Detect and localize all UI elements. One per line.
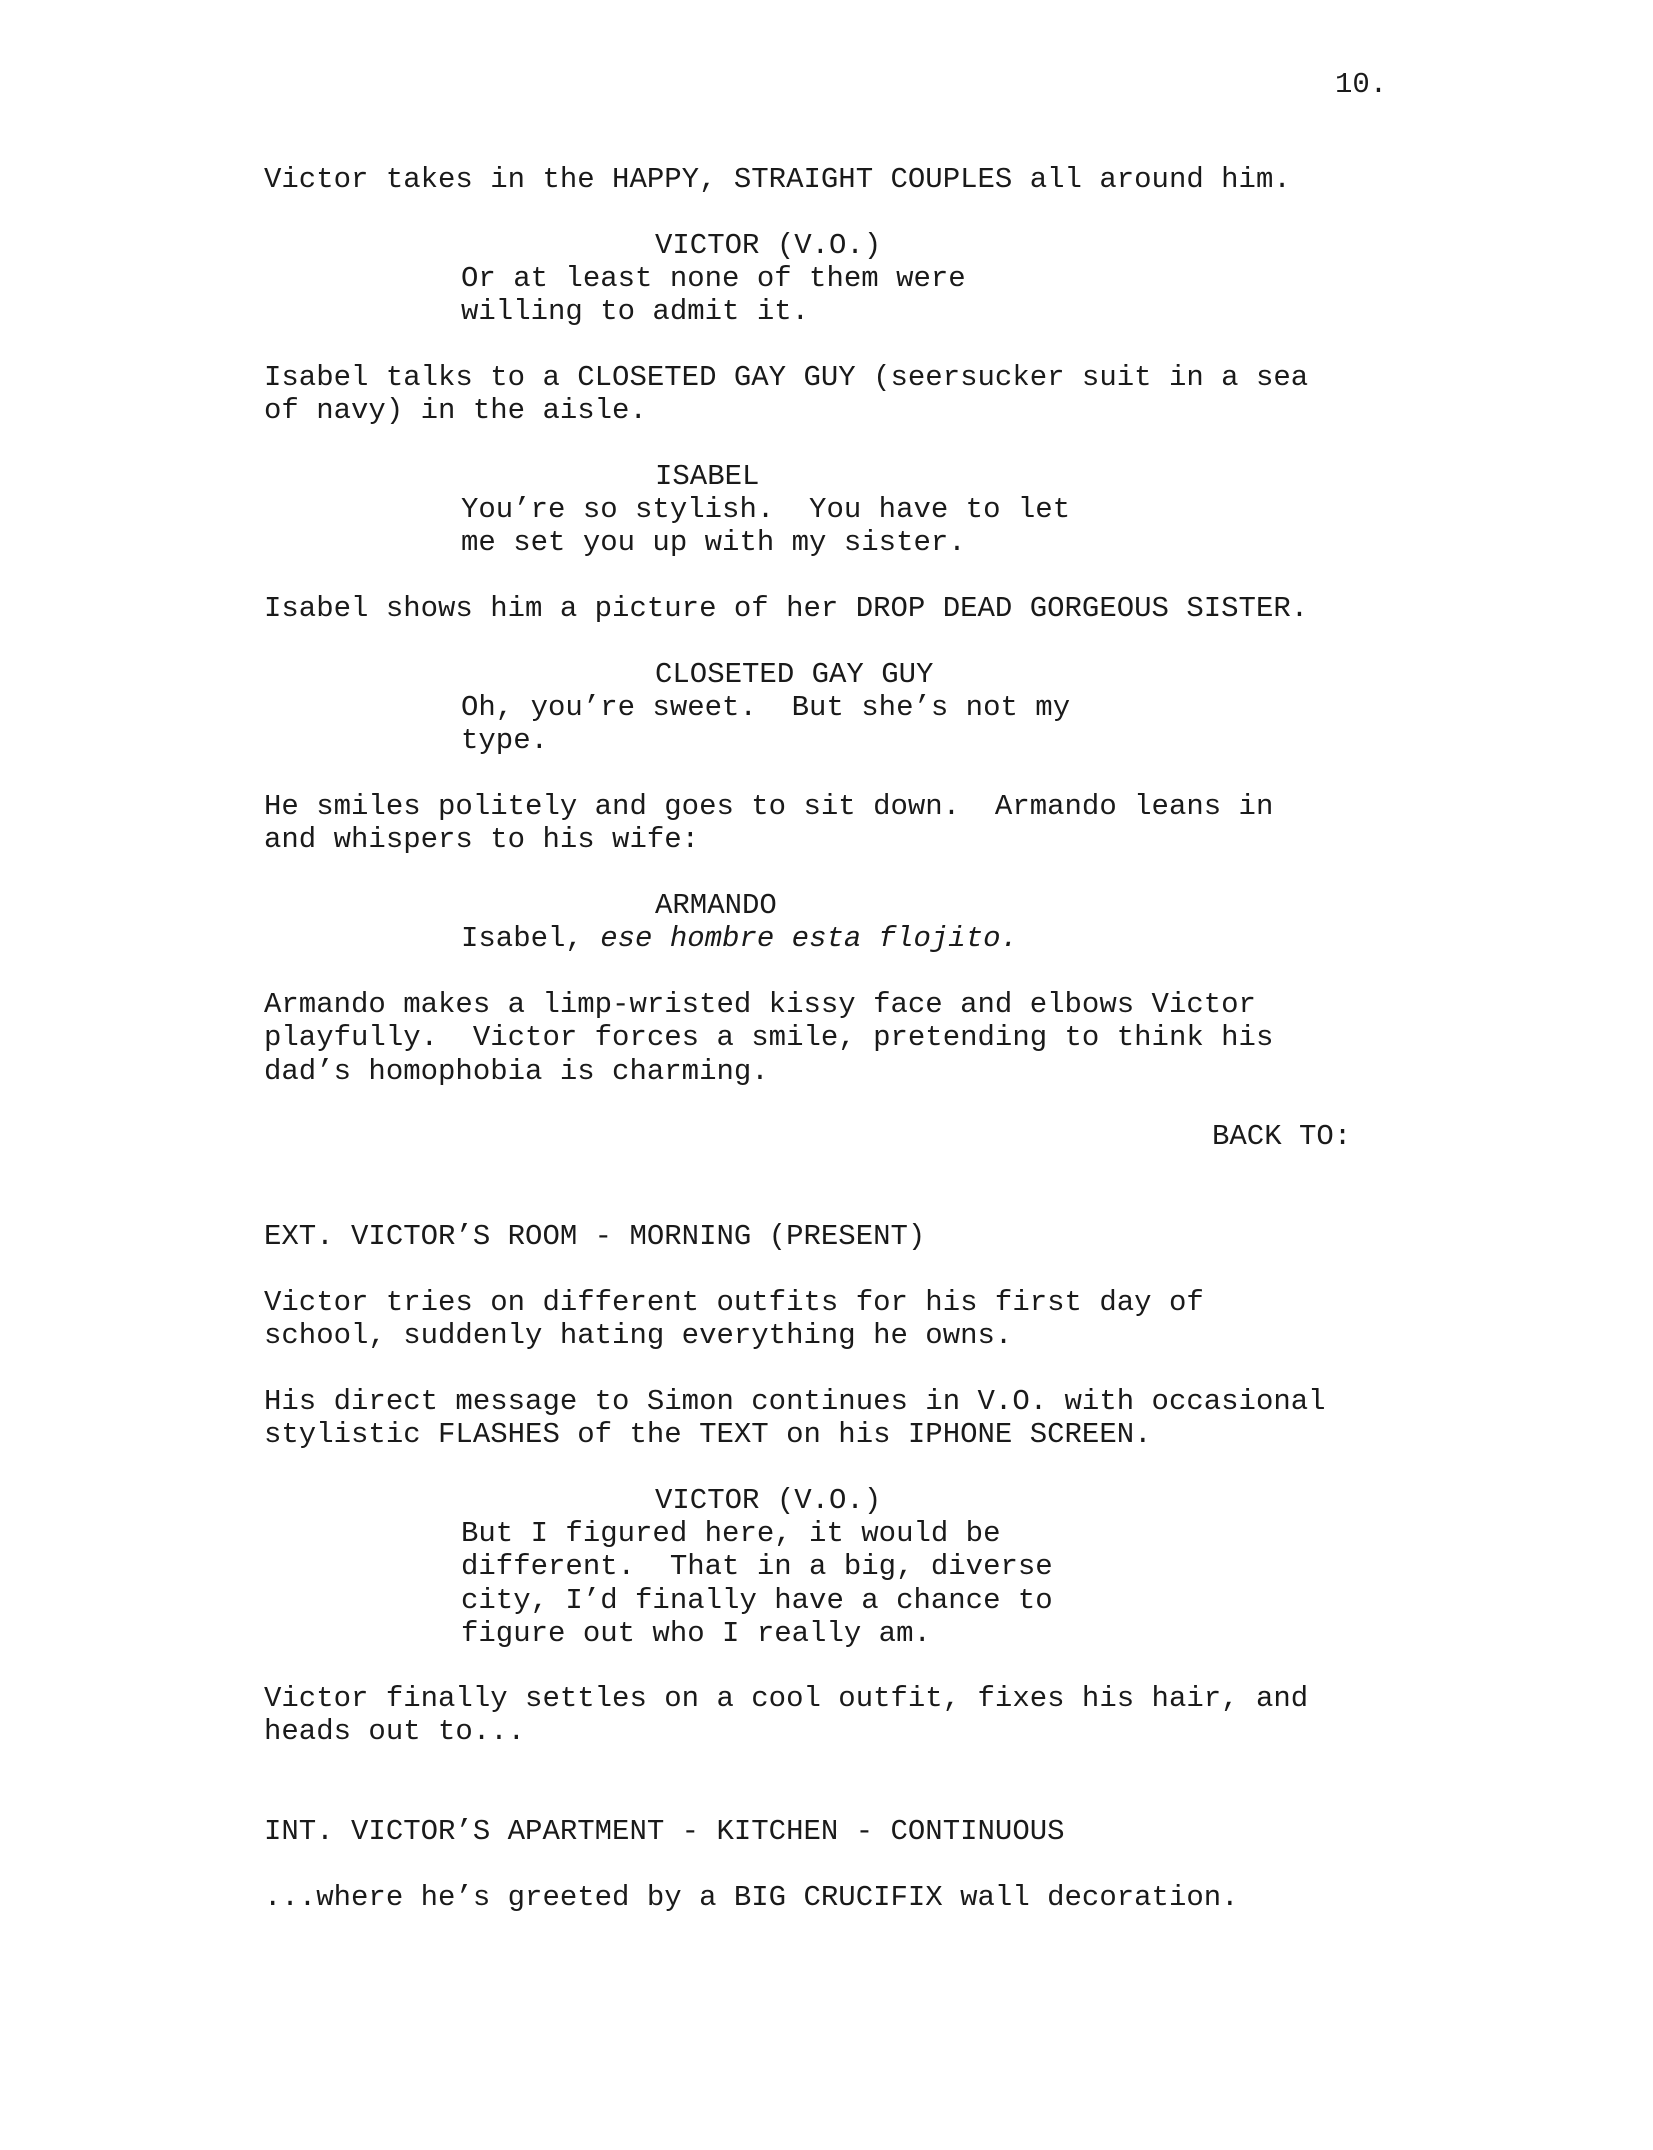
dialogue-line	[461, 922, 1018, 955]
dialogue-line: Or at least none of them were willing to admit it.	[461, 262, 966, 329]
dialogue-italic-text: ese hombre esta flojito.	[582, 922, 1018, 955]
dialogue-line: But I figured here, it would be different. That in a big, diverse city, I’d finally have a chance to figure out who I really am.	[461, 1517, 1053, 1650]
scene-heading: EXT. VICTOR’S ROOM - MORNING (PRESENT)	[264, 1220, 926, 1253]
dialogue-line: Oh, you’re sweet. But she’s not my type.	[461, 691, 1071, 758]
action-line: Armando makes a limp-wristed kissy face and elbows Victor playfully. Victor forces a smile, pretending to think his dad’s homophobia is charming.	[264, 988, 1274, 1088]
action-line: Victor takes in the HAPPY, STRAIGHT COUPLES all around him.	[264, 163, 1291, 196]
action-line: He smiles politely and goes to sit down. Armando leans in and whispers to his wife:	[264, 790, 1274, 857]
action-line: Victor finally settles on a cool outfit, fixes his hair, and heads out to...	[264, 1682, 1309, 1749]
action-line: Victor tries on different outfits for his first day of school, suddenly hating everything he owns.	[264, 1286, 1204, 1353]
action-line: His direct message to Simon continues in V.O. with occasional stylistic FLASHES of the TEXT on his IPHONE SCREEN.	[264, 1385, 1326, 1452]
character-cue: VICTOR (V.O.)	[655, 229, 882, 262]
character-cue: ARMANDO	[655, 889, 777, 922]
action-line: ...where he’s greeted by a BIG CRUCIFIX wall decoration.	[264, 1881, 1239, 1914]
character-cue: VICTOR (V.O.)	[655, 1484, 882, 1517]
action-line: Isabel talks to a CLOSETED GAY GUY (seersucker suit in a sea of navy) in the aisle.	[264, 361, 1309, 428]
scene-heading: INT. VICTOR’S APARTMENT - KITCHEN - CONTINUOUS	[264, 1815, 1065, 1848]
character-cue: CLOSETED GAY GUY	[655, 658, 934, 691]
dialogue-line: You’re so stylish. You have to let me set you up with my sister.	[461, 493, 1071, 560]
dialogue-plain-text: Isabel,	[461, 922, 583, 955]
character-cue: ISABEL	[655, 460, 760, 493]
page-number: 10.	[1335, 68, 1388, 101]
transition: BACK TO:	[1212, 1120, 1352, 1153]
action-line: Isabel shows him a picture of her DROP DEAD GORGEOUS SISTER.	[264, 592, 1309, 625]
